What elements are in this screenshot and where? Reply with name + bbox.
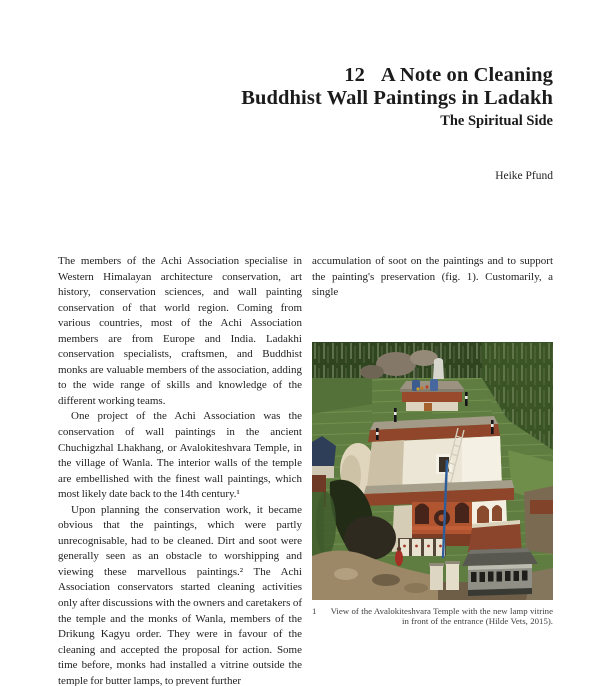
paragraph-4: accumulation of soot on the paintings and to support the painting's preservation (fig. 1). Customarily, a single: [312, 255, 553, 299]
chapter-number: 12: [344, 64, 365, 86]
title-line-2: Buddhist Wall Paintings in Ladakh: [241, 87, 553, 109]
chapter-subtitle: The Spiritual Side: [440, 113, 553, 129]
author-name: Heike Pfund: [495, 170, 553, 182]
title-text-1: A Note on Cleaning: [380, 64, 553, 86]
chapter-heading: [58, 64, 553, 182]
figure-caption-text: View of the Avalokiteshvara Temple with the new lamp vitrine in front of the entrance (Hilde Vets, 2015).: [330, 605, 553, 627]
two-column-body: [58, 254, 553, 686]
temple-photo: [312, 342, 553, 600]
right-column: [312, 254, 553, 686]
left-column: [58, 254, 302, 686]
figure-1: [312, 342, 553, 628]
paragraph-1: The members of the Achi Association specialise in Western Himalayan architecture conservation, art history, conservation sciences, and wall painting conservation of that world region. Coming from various countries, most of the Achi Association members are from Europe and India. Ladakhi conservation specialists, craftsmen, and Buddhist monks are valuable members of the association, adding to the wide range of skills and knowledge of the different working teams.: [58, 255, 302, 407]
paragraph-3: Upon planning the conservation work, it became obvious that the paintings, which were partly unrecognisable, had to be cleaned. Dirt and soot were generally seen as an obstacle to worshipping and viewing these marvellous paintings.² The Achi Association conservators started cleaning activities only after discussions with the owners and caretakers of the temple and the monks of Wanla, members of the Drikung Kagyu order. They were in favour of the cleaning and accepted the proposal for action. Some time before, monks had installed a vitrine outside the temple for butter lamps, to prevent further: [58, 503, 302, 686]
temple-photo-illustration: [312, 342, 553, 600]
figure-caption: [312, 606, 553, 628]
figure-number: 1: [312, 605, 317, 616]
chapter-title: [58, 64, 553, 110]
paragraph-2: One project of the Achi Association was the conservation of wall paintings in the ancient Chuchigzhal Lhakhang, or Avalokiteshvara Temple, in the village of Wanla. The interior walls of the temple are embellished with the finest wall paintings, which most likely date back to the 14th century.¹: [58, 410, 302, 501]
title-line-1: [58, 64, 553, 87]
